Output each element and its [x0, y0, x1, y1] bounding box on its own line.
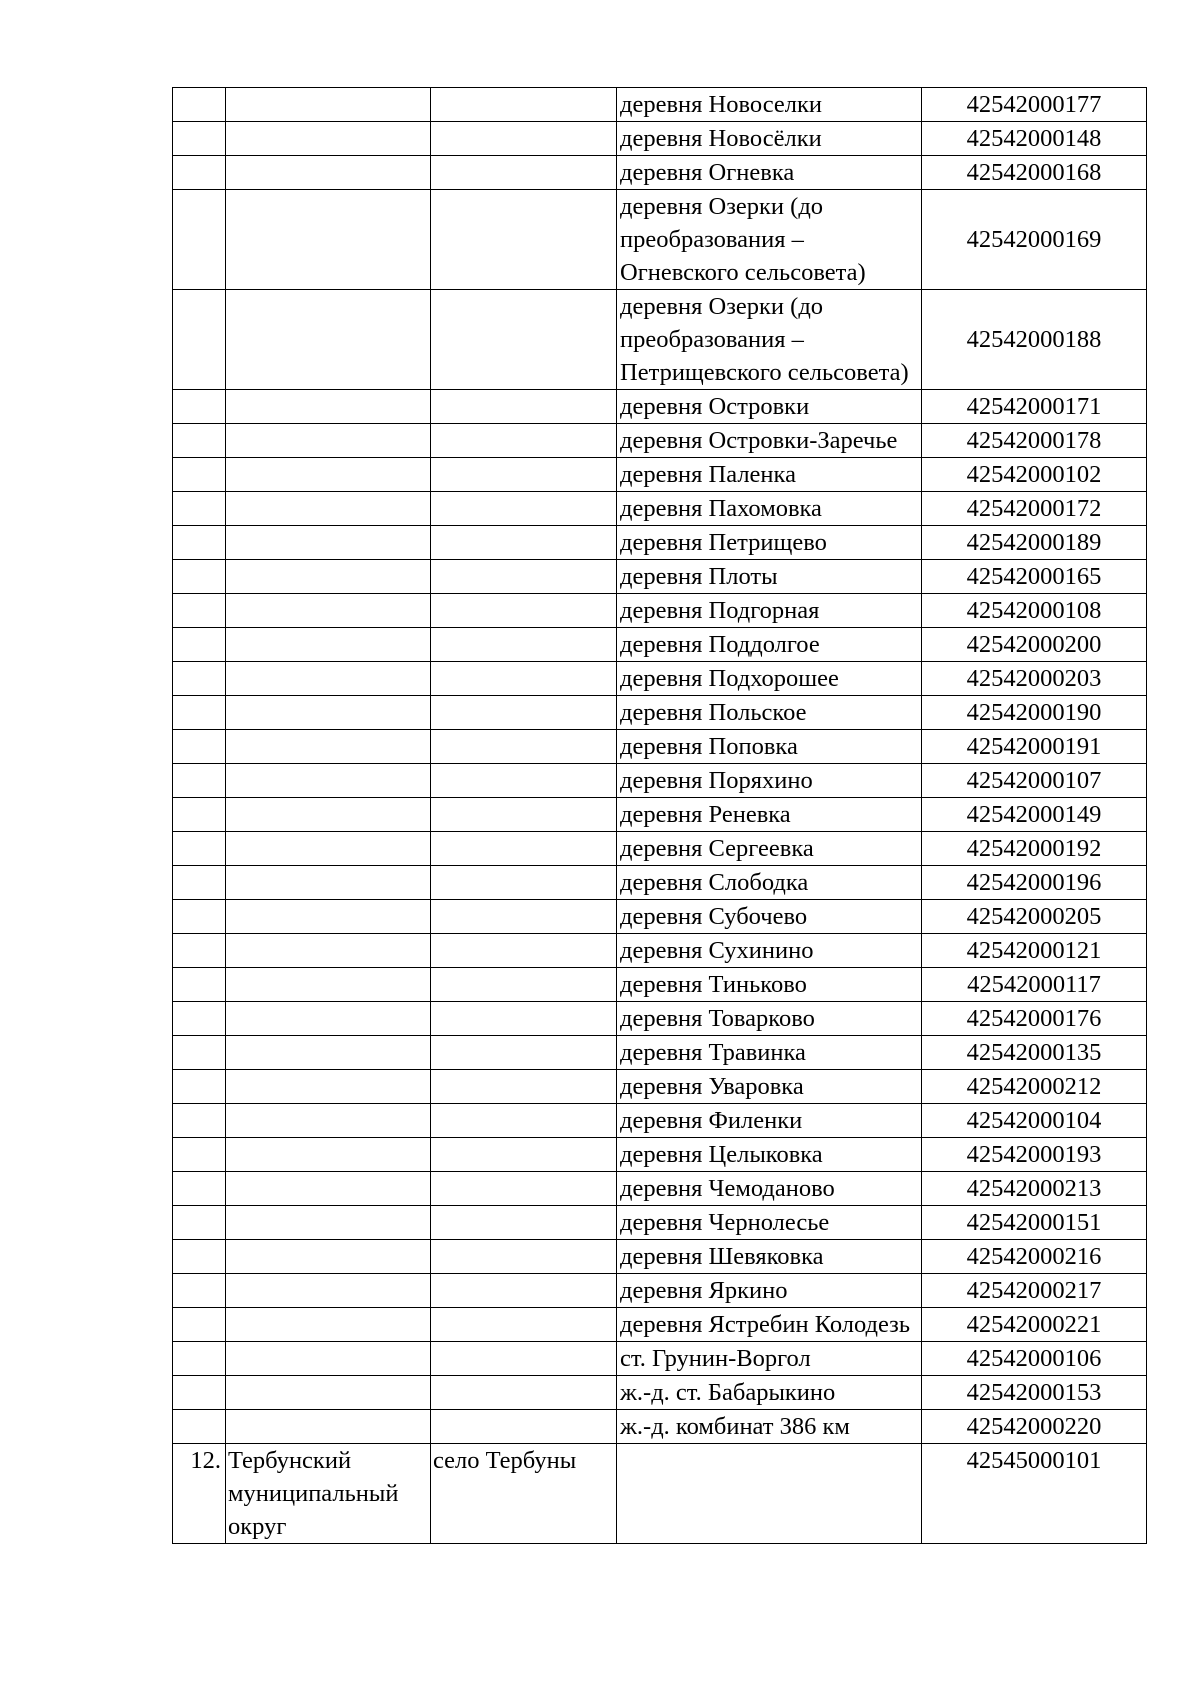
row-number-cell	[173, 764, 226, 798]
table-row	[173, 696, 1147, 730]
oktmo-code-cell: 42542000149	[922, 798, 1147, 832]
table-row	[173, 122, 1147, 156]
settlement-name-cell: деревня Озерки (до преобразования – Огневского сельсовета)	[617, 190, 922, 290]
row-number-cell	[173, 900, 226, 934]
row-number-cell	[173, 526, 226, 560]
table-row	[173, 1410, 1147, 1444]
table-row	[173, 662, 1147, 696]
administrative-center-cell	[431, 526, 617, 560]
row-number-cell	[173, 1240, 226, 1274]
table-row	[173, 390, 1147, 424]
settlement-name-cell: деревня Польское	[617, 696, 922, 730]
table-row	[173, 1376, 1147, 1410]
municipal-okrug-cell	[226, 594, 431, 628]
table-row	[173, 1036, 1147, 1070]
settlement-name-cell: деревня Травинка	[617, 1036, 922, 1070]
settlement-name-cell: деревня Яркино	[617, 1274, 922, 1308]
table-row	[173, 190, 1147, 290]
table-row	[173, 1274, 1147, 1308]
municipal-okrug-cell	[226, 798, 431, 832]
oktmo-code-cell: 42542000108	[922, 594, 1147, 628]
municipal-okrug-cell	[226, 1036, 431, 1070]
settlement-name-cell: деревня Подгорная	[617, 594, 922, 628]
table-row	[173, 424, 1147, 458]
municipal-okrug-cell	[226, 900, 431, 934]
oktmo-code-cell: 42542000205	[922, 900, 1147, 934]
municipal-okrug-cell	[226, 390, 431, 424]
settlement-name-cell: деревня Реневка	[617, 798, 922, 832]
administrative-center-cell	[431, 696, 617, 730]
administrative-center-cell	[431, 492, 617, 526]
table-row	[173, 1206, 1147, 1240]
row-number-cell	[173, 560, 226, 594]
settlement-name-cell: деревня Сухинино	[617, 934, 922, 968]
settlement-name-cell: деревня Чемоданово	[617, 1172, 922, 1206]
administrative-center-cell	[431, 122, 617, 156]
municipal-okrug-cell	[226, 560, 431, 594]
administrative-center-cell	[431, 1002, 617, 1036]
table-row	[173, 560, 1147, 594]
settlement-name-cell: деревня Подхорошее	[617, 662, 922, 696]
administrative-center-cell	[431, 190, 617, 290]
administrative-center-cell	[431, 662, 617, 696]
row-number-cell	[173, 1002, 226, 1036]
administrative-center-cell	[431, 1376, 617, 1410]
administrative-center-cell	[431, 1036, 617, 1070]
row-number-cell	[173, 628, 226, 662]
municipal-okrug-cell	[226, 934, 431, 968]
settlement-name-cell: деревня Новосёлки	[617, 122, 922, 156]
oktmo-code-cell: 42542000168	[922, 156, 1147, 190]
municipal-okrug-cell	[226, 1138, 431, 1172]
table-row	[173, 798, 1147, 832]
row-number-cell	[173, 1104, 226, 1138]
settlements-table	[172, 87, 1147, 1544]
table-row	[173, 900, 1147, 934]
oktmo-code-cell: 42542000213	[922, 1172, 1147, 1206]
table-row	[173, 1104, 1147, 1138]
row-number-cell	[173, 1138, 226, 1172]
settlement-name-cell: деревня Уваровка	[617, 1070, 922, 1104]
oktmo-code-cell: 42542000217	[922, 1274, 1147, 1308]
municipal-okrug-cell	[226, 628, 431, 662]
administrative-center-cell	[431, 1308, 617, 1342]
oktmo-code-cell: 42542000148	[922, 122, 1147, 156]
administrative-center-cell	[431, 424, 617, 458]
settlement-name-cell: деревня Озерки (до преобразования – Петрищевского сельсовета)	[617, 290, 922, 390]
municipal-okrug-cell	[226, 190, 431, 290]
oktmo-code-cell: 42542000104	[922, 1104, 1147, 1138]
settlement-name-cell: деревня Поповка	[617, 730, 922, 764]
settlement-name-cell: деревня Плоты	[617, 560, 922, 594]
table-row	[173, 968, 1147, 1002]
settlement-name-cell: деревня Поряхино	[617, 764, 922, 798]
oktmo-code-cell: 42542000171	[922, 390, 1147, 424]
table-row	[173, 764, 1147, 798]
administrative-center-cell	[431, 628, 617, 662]
municipal-okrug-cell	[226, 1308, 431, 1342]
oktmo-code-cell: 42542000176	[922, 1002, 1147, 1036]
table-row	[173, 1002, 1147, 1036]
oktmo-code-cell: 42542000188	[922, 290, 1147, 390]
settlement-name-cell: деревня Филенки	[617, 1104, 922, 1138]
oktmo-code-cell: 42542000189	[922, 526, 1147, 560]
row-number-cell	[173, 968, 226, 1002]
oktmo-code-cell: 42542000178	[922, 424, 1147, 458]
settlement-name-cell: деревня Товарково	[617, 1002, 922, 1036]
oktmo-code-cell: 42542000172	[922, 492, 1147, 526]
row-number-cell	[173, 156, 226, 190]
municipal-okrug-cell	[226, 492, 431, 526]
municipal-okrug-cell	[226, 968, 431, 1002]
row-number-cell	[173, 1376, 226, 1410]
table-row	[173, 628, 1147, 662]
row-number-cell	[173, 122, 226, 156]
municipal-okrug-cell	[226, 458, 431, 492]
row-number-cell	[173, 88, 226, 122]
municipal-okrug-cell	[226, 866, 431, 900]
municipal-okrug-cell	[226, 1376, 431, 1410]
oktmo-code-cell: 42542000203	[922, 662, 1147, 696]
oktmo-code-cell: 42542000117	[922, 968, 1147, 1002]
table-row	[173, 458, 1147, 492]
oktmo-code-cell: 42542000165	[922, 560, 1147, 594]
table-row	[173, 492, 1147, 526]
administrative-center-cell	[431, 1172, 617, 1206]
table-row	[173, 594, 1147, 628]
row-number-cell	[173, 662, 226, 696]
oktmo-code-cell: 42542000191	[922, 730, 1147, 764]
administrative-center-cell	[431, 866, 617, 900]
administrative-center-cell	[431, 1410, 617, 1444]
oktmo-code-cell: 42542000151	[922, 1206, 1147, 1240]
administrative-center-cell	[431, 764, 617, 798]
administrative-center-cell	[431, 1206, 617, 1240]
municipal-okrug-cell	[226, 290, 431, 390]
oktmo-code-cell: 42542000169	[922, 190, 1147, 290]
row-number-cell	[173, 1036, 226, 1070]
administrative-center-cell	[431, 798, 617, 832]
table-row	[173, 866, 1147, 900]
settlement-name-cell: деревня Новоселки	[617, 88, 922, 122]
row-number-cell	[173, 594, 226, 628]
row-number-cell	[173, 832, 226, 866]
row-number-cell	[173, 390, 226, 424]
administrative-center-cell	[431, 934, 617, 968]
municipal-okrug-cell	[226, 1172, 431, 1206]
oktmo-code-cell: 42542000200	[922, 628, 1147, 662]
row-number-cell	[173, 458, 226, 492]
row-number-cell	[173, 798, 226, 832]
municipal-okrug-cell	[226, 122, 431, 156]
administrative-center-cell	[431, 290, 617, 390]
administrative-center-cell	[431, 458, 617, 492]
administrative-center-cell	[431, 390, 617, 424]
oktmo-code-cell: 42542000177	[922, 88, 1147, 122]
table-row	[173, 934, 1147, 968]
oktmo-code-cell: 42542000121	[922, 934, 1147, 968]
table-row-terbunsky	[173, 1444, 1147, 1544]
table-row	[173, 1172, 1147, 1206]
oktmo-code-cell: 42542000196	[922, 866, 1147, 900]
oktmo-code-cell: 42542000107	[922, 764, 1147, 798]
row-number-cell	[173, 696, 226, 730]
settlement-name-cell: деревня Петрищево	[617, 526, 922, 560]
row-number-cell	[173, 190, 226, 290]
table-row	[173, 1138, 1147, 1172]
administrative-center-cell	[431, 968, 617, 1002]
oktmo-code-cell: 42542000193	[922, 1138, 1147, 1172]
administrative-center-cell	[431, 1342, 617, 1376]
table-row	[173, 730, 1147, 764]
table-row	[173, 290, 1147, 390]
municipal-okrug-cell	[226, 1342, 431, 1376]
municipal-okrug-cell	[226, 696, 431, 730]
oktmo-code-cell: 42545000101	[922, 1444, 1147, 1544]
municipal-okrug-cell: Тербунский муниципальный округ	[226, 1444, 431, 1544]
settlement-name-cell: деревня Сергеевка	[617, 832, 922, 866]
municipal-okrug-cell	[226, 1240, 431, 1274]
oktmo-code-cell: 42542000102	[922, 458, 1147, 492]
table-row	[173, 1070, 1147, 1104]
row-number-cell	[173, 290, 226, 390]
administrative-center-cell	[431, 1274, 617, 1308]
administrative-center-cell	[431, 560, 617, 594]
administrative-center-cell	[431, 594, 617, 628]
administrative-center-cell	[431, 900, 617, 934]
oktmo-code-cell: 42542000216	[922, 1240, 1147, 1274]
administrative-center-cell	[431, 88, 617, 122]
row-number-cell: 12.	[173, 1444, 226, 1544]
settlements-table-body	[173, 88, 1147, 1544]
administrative-center-cell	[431, 730, 617, 764]
settlement-name-cell: деревня Островки	[617, 390, 922, 424]
row-number-cell	[173, 1342, 226, 1376]
table-row	[173, 1240, 1147, 1274]
municipal-okrug-cell	[226, 156, 431, 190]
municipal-okrug-cell	[226, 764, 431, 798]
municipal-okrug-cell	[226, 1002, 431, 1036]
oktmo-code-cell: 42542000212	[922, 1070, 1147, 1104]
row-number-cell	[173, 1206, 226, 1240]
oktmo-code-cell: 42542000192	[922, 832, 1147, 866]
municipal-okrug-cell	[226, 832, 431, 866]
table-row	[173, 1342, 1147, 1376]
settlement-name-cell: деревня Огневка	[617, 156, 922, 190]
table-row	[173, 526, 1147, 560]
settlement-name-cell: деревня Тиньково	[617, 968, 922, 1002]
row-number-cell	[173, 492, 226, 526]
municipal-okrug-cell	[226, 1070, 431, 1104]
settlement-name-cell: деревня Пахомовка	[617, 492, 922, 526]
oktmo-code-cell: 42542000153	[922, 1376, 1147, 1410]
municipal-okrug-cell	[226, 1410, 431, 1444]
settlement-name-cell	[617, 1444, 922, 1544]
municipal-okrug-cell	[226, 662, 431, 696]
oktmo-code-cell: 42542000221	[922, 1308, 1147, 1342]
municipal-okrug-cell	[226, 1206, 431, 1240]
oktmo-code-cell: 42542000106	[922, 1342, 1147, 1376]
settlement-name-cell: деревня Чернолесье	[617, 1206, 922, 1240]
settlement-name-cell: ж.-д. ст. Бабарыкино	[617, 1376, 922, 1410]
municipal-okrug-cell	[226, 1104, 431, 1138]
settlement-name-cell: деревня Ястребин Колодезь	[617, 1308, 922, 1342]
oktmo-code-cell: 42542000135	[922, 1036, 1147, 1070]
row-number-cell	[173, 1410, 226, 1444]
table-row	[173, 1308, 1147, 1342]
table-row	[173, 156, 1147, 190]
municipal-okrug-cell	[226, 424, 431, 458]
municipal-okrug-cell	[226, 526, 431, 560]
row-number-cell	[173, 866, 226, 900]
administrative-center-cell	[431, 156, 617, 190]
settlement-name-cell: деревня Островки-Заречье	[617, 424, 922, 458]
settlement-name-cell: ж.-д. комбинат 386 км	[617, 1410, 922, 1444]
settlement-name-cell: деревня Слободка	[617, 866, 922, 900]
administrative-center-cell	[431, 1070, 617, 1104]
row-number-cell	[173, 934, 226, 968]
administrative-center-cell	[431, 1104, 617, 1138]
settlement-name-cell: деревня Паленка	[617, 458, 922, 492]
administrative-center-cell	[431, 832, 617, 866]
administrative-center-cell	[431, 1138, 617, 1172]
settlement-name-cell: деревня Субочево	[617, 900, 922, 934]
settlement-name-cell: деревня Целыковка	[617, 1138, 922, 1172]
row-number-cell	[173, 1070, 226, 1104]
table-row	[173, 88, 1147, 122]
row-number-cell	[173, 424, 226, 458]
settlement-name-cell: деревня Шевяковка	[617, 1240, 922, 1274]
administrative-center-cell	[431, 1240, 617, 1274]
row-number-cell	[173, 1172, 226, 1206]
row-number-cell	[173, 1308, 226, 1342]
municipal-okrug-cell	[226, 1274, 431, 1308]
row-number-cell	[173, 1274, 226, 1308]
oktmo-code-cell: 42542000190	[922, 696, 1147, 730]
administrative-center-cell: село Тербуны	[431, 1444, 617, 1544]
municipal-okrug-cell	[226, 88, 431, 122]
municipal-okrug-cell	[226, 730, 431, 764]
settlement-name-cell: ст. Грунин-Воргол	[617, 1342, 922, 1376]
settlement-name-cell: деревня Поддолгое	[617, 628, 922, 662]
row-number-cell	[173, 730, 226, 764]
table-row	[173, 832, 1147, 866]
oktmo-code-cell: 42542000220	[922, 1410, 1147, 1444]
